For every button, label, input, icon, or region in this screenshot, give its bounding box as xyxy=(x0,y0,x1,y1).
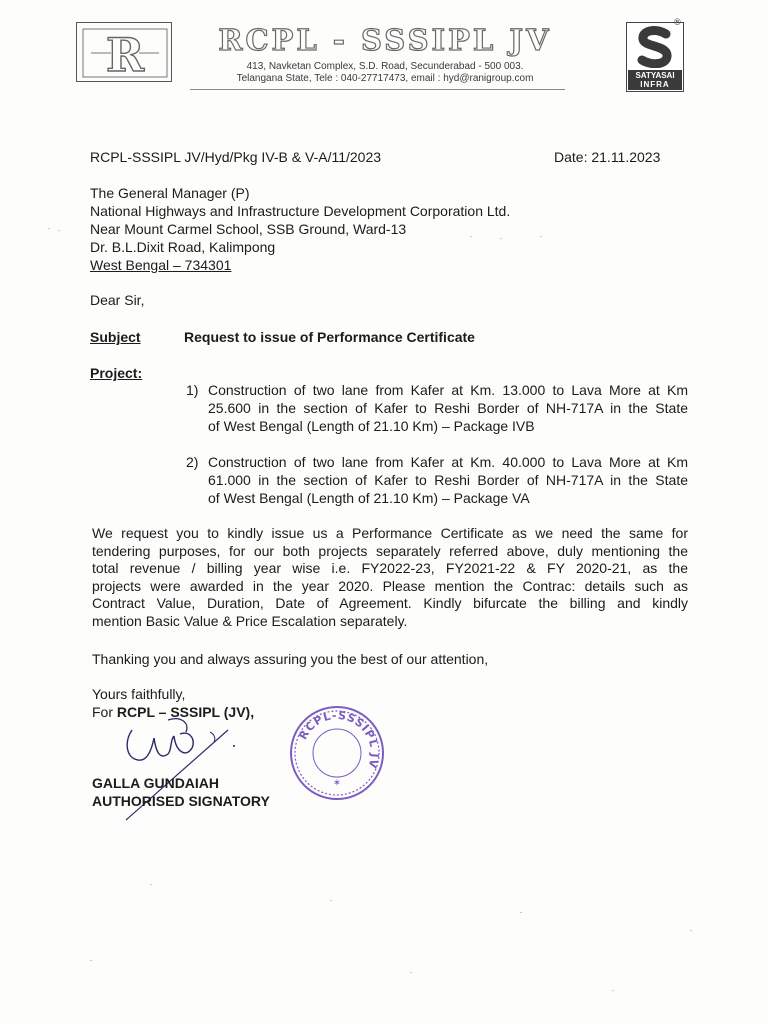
scan-speck xyxy=(470,236,472,237)
body-line: tendering purposes, for our both projects separately referred above, duly mentioning the xyxy=(92,542,688,559)
project-line: Construction of two lane from Kafer at Km. 13.000 to Lava More at Km xyxy=(208,382,688,398)
body-line: total revenue / billing year wise i.e. FY2022-23, FY2021-22 & FY 2020-21, as the xyxy=(92,560,688,576)
project-number: 1) xyxy=(186,382,199,398)
subject-text: Request to issue of Performance Certificate xyxy=(184,329,475,345)
addressee-line: Near Mount Carmel School, SSB Ground, Ward-13 xyxy=(90,221,407,237)
addressee-line: West Bengal – 734301 xyxy=(90,257,232,273)
registered-mark-icon: ® xyxy=(674,17,681,27)
project-line: Construction of two lane from Kafer at Km. 40.000 to Lava More at Km xyxy=(208,454,688,470)
logo-text-line1: SATYASAI xyxy=(635,71,675,80)
salutation: Dear Sir, xyxy=(90,292,145,308)
company-logo-right xyxy=(626,17,684,92)
body-paragraph xyxy=(92,525,688,630)
scan-speck xyxy=(410,972,412,973)
addressee-line: National Highways and Infrastructure Development Corporation Ltd. xyxy=(90,203,511,219)
project-item xyxy=(208,453,688,507)
scan-speck xyxy=(540,236,542,237)
signatory-name: GALLA GUNDAIAH xyxy=(92,775,220,791)
svg-text:✶: ✶ xyxy=(332,778,342,789)
company-seal-stamp xyxy=(288,704,386,802)
project-number: 2) xyxy=(186,454,199,470)
scan-speck xyxy=(150,884,152,885)
addressee-line: Dr. B.L.Dixit Road, Kalimpong xyxy=(90,239,276,255)
logo-text-line2: INFRA xyxy=(640,80,670,89)
body-line: Contract Value, Duration, Date of Agreement. Kindly bifurcate the billing and kindly xyxy=(92,595,688,611)
letterhead-divider xyxy=(190,89,565,90)
project-label: Project: xyxy=(90,365,143,381)
letterhead-company-name: RCPL - SSSIPL JV xyxy=(218,23,552,57)
body-line: We request you to kindly issue us a Performance Certificate as we need the same for xyxy=(92,525,688,541)
project-line: 25.600 in the section of Kafer to Reshi Border of NH-717A in the State xyxy=(208,400,688,416)
project-line: 61.000 in the section of Kafer to Reshi Border of NH-717A in the State xyxy=(208,472,688,488)
reference-number: RCPL-SSSIPL JV/Hyd/Pkg IV-B & V-A/11/2023 xyxy=(90,149,382,165)
scan-speck xyxy=(90,960,92,961)
letterhead-address-line2: Telangana State, Tele : 040-27717473, email : hyd@ranigroup.com xyxy=(236,73,534,84)
scan-speck xyxy=(48,228,50,229)
s-logo-icon xyxy=(636,26,674,68)
scan-speck xyxy=(500,238,502,239)
body-line: projects were awarded in the year 2020. Please mention the Contrac: details such as xyxy=(92,577,688,594)
project-line: of West Bengal (Length of 21.10 Km) – Package VA xyxy=(208,490,530,506)
subject-label: Subject xyxy=(90,329,141,345)
company-logo-left xyxy=(76,22,172,82)
project-item xyxy=(208,381,688,435)
closing-line: Yours faithfully, xyxy=(92,686,186,702)
scan-speck xyxy=(58,230,60,231)
body-line: mention Basic Value & Price Escalation separately. xyxy=(92,612,408,629)
letterhead-address-line1: 413, Navketan Complex, S.D. Road, Secunderabad - 500 003. xyxy=(246,61,524,72)
for-company-name: RCPL – SSSIPL (JV), xyxy=(116,704,255,720)
scan-speck xyxy=(520,912,522,913)
letter-date: Date: 21.11.2023 xyxy=(554,149,661,165)
scan-speck xyxy=(330,900,332,901)
svg-text:R: R xyxy=(105,28,145,82)
scan-speck xyxy=(612,990,614,991)
svg-text:RCPL-SSSIPL JV: RCPL-SSSIPL JV xyxy=(296,708,382,771)
signatory-title: AUTHORISED SIGNATORY xyxy=(92,793,270,809)
thanks-line: Thanking you and always assuring you the best of our attention, xyxy=(92,651,489,667)
scan-speck xyxy=(690,930,692,931)
for-prefix: For xyxy=(92,704,117,720)
addressee-line: The General Manager (P) xyxy=(90,185,250,201)
project-line: of West Bengal (Length of 21.10 Km) – Package IVB xyxy=(208,418,535,434)
